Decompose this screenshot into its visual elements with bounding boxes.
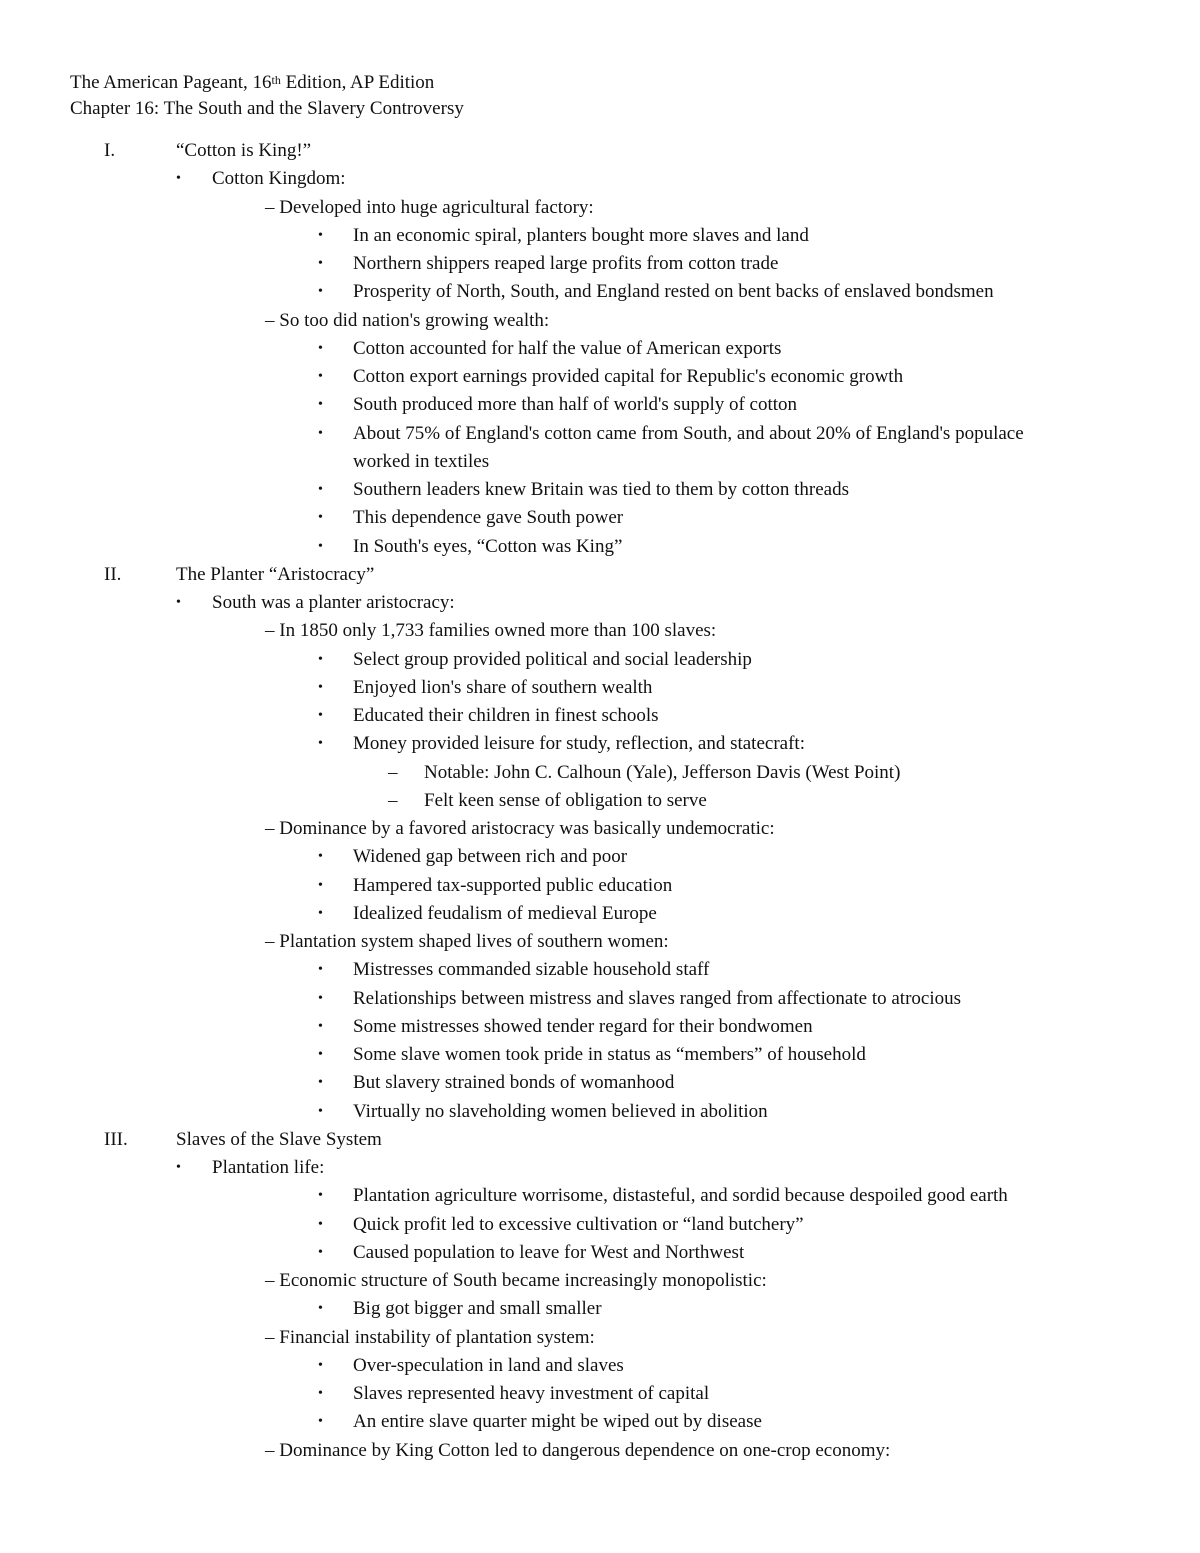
bullet-icon: •	[318, 256, 323, 271]
outline-text: South produced more than half of world's supply of cotton	[353, 394, 798, 415]
title-superscript: th	[271, 73, 281, 87]
outline-text: Big got bigger and small smaller	[353, 1298, 602, 1319]
outline-text: This dependence gave South power	[353, 507, 624, 528]
outline-text: Virtually no slaveholding women believed in abolition	[353, 1101, 768, 1122]
bullet-icon: •	[318, 539, 323, 554]
document-title	[70, 72, 434, 94]
outline-text: Felt keen sense of obligation to serve	[424, 790, 707, 811]
title-text: The American Pageant, 16	[70, 72, 272, 93]
dash-icon: –	[388, 790, 398, 811]
outline-text: Plantation life:	[212, 1157, 325, 1178]
outline-text: But slavery strained bonds of womanhood	[353, 1072, 675, 1093]
bullet-icon: •	[318, 369, 323, 384]
outline-text: Enjoyed lion's share of southern wealth	[353, 677, 653, 698]
bullet-icon: •	[318, 1104, 323, 1119]
outline-text: Caused population to leave for West and Northwest	[353, 1242, 745, 1263]
outline-text: Relationships between mistress and slaves ranged from affectionate to atrocious	[353, 988, 961, 1009]
bullet-icon: •	[318, 878, 323, 893]
bullet-icon: •	[318, 284, 323, 299]
outline-text: – So too did nation's growing wealth:	[265, 310, 550, 331]
chapter-title: Chapter 16: The South and the Slavery Controversy	[70, 98, 464, 119]
section-number: III.	[104, 1129, 128, 1150]
outline-text: South was a planter aristocracy:	[212, 592, 455, 613]
outline-text: Some mistresses showed tender regard for their bondwomen	[353, 1016, 813, 1037]
outline-text: About 75% of England's cotton came from South, and about 20% of England's populace	[353, 423, 1024, 444]
bullet-icon: •	[318, 849, 323, 864]
bullet-icon: •	[318, 708, 323, 723]
title-text-end: Edition, AP Edition	[280, 72, 435, 93]
bullet-icon: •	[318, 680, 323, 695]
bullet-icon: •	[176, 171, 181, 186]
outline-text: Cotton export earnings provided capital for Republic's economic growth	[353, 366, 904, 387]
bullet-icon: •	[176, 1160, 181, 1175]
outline-text: Select group provided political and social leadership	[353, 649, 752, 670]
bullet-icon: •	[318, 1301, 323, 1316]
outline-text: Slaves represented heavy investment of capital	[353, 1383, 710, 1404]
section-number: II.	[104, 564, 122, 585]
bullet-icon: •	[318, 510, 323, 525]
outline-text: – Dominance by a favored aristocracy was basically undemocratic:	[265, 818, 775, 839]
bullet-icon: •	[318, 1358, 323, 1373]
bullet-icon: •	[318, 1414, 323, 1429]
outline-text: Cotton Kingdom:	[212, 168, 346, 189]
outline-text: Mistresses commanded sizable household staff	[353, 959, 710, 980]
outline-text: Widened gap between rich and poor	[353, 846, 628, 867]
bullet-icon: •	[318, 1075, 323, 1090]
outline-text: Quick profit led to excessive cultivation or “land butchery”	[353, 1214, 804, 1235]
bullet-icon: •	[318, 1386, 323, 1401]
bullet-icon: •	[318, 991, 323, 1006]
outline-text: Prosperity of North, South, and England rested on bent backs of enslaved bondsmen	[353, 281, 994, 302]
outline-text: Notable: John C. Calhoun (Yale), Jefferson Davis (West Point)	[424, 762, 901, 783]
section-heading: The Planter “Aristocracy”	[176, 564, 375, 585]
bullet-icon: •	[318, 1047, 323, 1062]
bullet-icon: •	[318, 1245, 323, 1260]
outline-text: In an economic spiral, planters bought more slaves and land	[353, 225, 809, 246]
outline-text: An entire slave quarter might be wiped out by disease	[353, 1411, 762, 1432]
outline-text: – Dominance by King Cotton led to dangerous dependence on one-crop economy:	[265, 1440, 891, 1461]
outline-text: In South's eyes, “Cotton was King”	[353, 536, 623, 557]
bullet-icon: •	[318, 426, 323, 441]
bullet-icon: •	[318, 962, 323, 977]
outline-text: Southern leaders knew Britain was tied to them by cotton threads	[353, 479, 849, 500]
outline-text-continuation: worked in textiles	[353, 451, 490, 472]
bullet-icon: •	[318, 736, 323, 751]
dash-icon: –	[388, 762, 398, 783]
section-number: I.	[104, 140, 116, 161]
outline-text: – Plantation system shaped lives of southern women:	[265, 931, 669, 952]
bullet-icon: •	[318, 1188, 323, 1203]
outline-text: – Financial instability of plantation system:	[265, 1327, 595, 1348]
bullet-icon: •	[176, 595, 181, 610]
outline-text: – In 1850 only 1,733 families owned more than 100 slaves:	[265, 620, 717, 641]
bullet-icon: •	[318, 397, 323, 412]
outline-text: Hampered tax-supported public education	[353, 875, 673, 896]
bullet-icon: •	[318, 482, 323, 497]
section-heading: Slaves of the Slave System	[176, 1129, 382, 1150]
outline-text: Cotton accounted for half the value of American exports	[353, 338, 782, 359]
bullet-icon: •	[318, 1217, 323, 1232]
bullet-icon: •	[318, 1019, 323, 1034]
outline-text: – Developed into huge agricultural factory:	[265, 197, 594, 218]
bullet-icon: •	[318, 652, 323, 667]
outline-text: Northern shippers reaped large profits from cotton trade	[353, 253, 779, 274]
outline-text: Educated their children in finest schools	[353, 705, 659, 726]
outline-text: Idealized feudalism of medieval Europe	[353, 903, 657, 924]
outline-text: Plantation agriculture worrisome, distasteful, and sordid because despoiled good earth	[353, 1185, 1008, 1206]
bullet-icon: •	[318, 906, 323, 921]
outline-text: Over-speculation in land and slaves	[353, 1355, 624, 1376]
section-heading: “Cotton is King!”	[176, 140, 312, 161]
outline-text: – Economic structure of South became increasingly monopolistic:	[265, 1270, 767, 1291]
bullet-icon: •	[318, 341, 323, 356]
outline-text: Some slave women took pride in status as “members” of household	[353, 1044, 866, 1065]
bullet-icon: •	[318, 228, 323, 243]
outline-text: Money provided leisure for study, reflection, and statecraft:	[353, 733, 805, 754]
